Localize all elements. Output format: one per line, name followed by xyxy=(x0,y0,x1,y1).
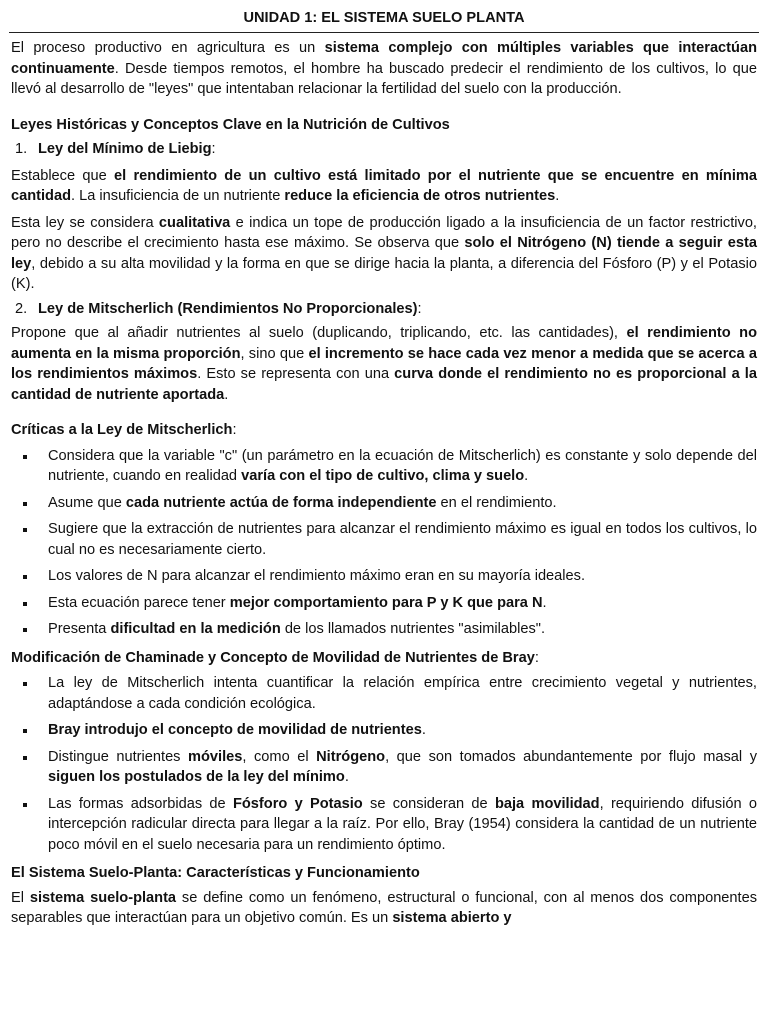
text-run: . xyxy=(555,188,560,204)
criticas-list-item xyxy=(11,493,757,514)
text-run: se define como un fenómeno, estructural o funcional, con al menos dos componentes separables que interactúan para un objetivo común. Es un xyxy=(11,889,758,926)
mitscherlich-paragraph xyxy=(11,323,757,405)
criticas-list-item xyxy=(11,566,757,587)
text-run: , debido a su alta movilidad y la forma en que se dirige hacia la planta, a diferencia del Fósforo (P) y el Potasio (K). xyxy=(11,255,757,292)
criticas-heading-text: Críticas a la Ley de Mitscherlich xyxy=(11,422,233,438)
mitscherlich-heading-list xyxy=(11,299,757,320)
mitscherlich-heading xyxy=(11,299,757,320)
bray-list-item xyxy=(11,673,757,714)
text-run: Sugiere que la extracción de nutrientes para alcanzar el rendimiento máximo es igual en todos los cultivos, lo cual no es necesariamente cierto. xyxy=(48,521,757,558)
text-run: en el rendimiento. xyxy=(436,494,557,511)
text-run: La ley de Mitscherlich intenta cuantificar la relación empírica entre crecimiento vegetal y nutrientes, adaptándose a cada condición ecológica. xyxy=(48,675,757,712)
bray-list-item xyxy=(11,747,757,788)
bold-text-run: varía con el tipo de cultivo, clima y suelo xyxy=(241,468,525,484)
bold-text-run: cualitativa xyxy=(158,214,231,231)
mitscherlich-heading-text: Ley de Mitscherlich (Rendimientos No Proporcionales) xyxy=(38,300,418,317)
text-run: Los valores de N para alcanzar el rendimiento máximo eran en su mayoría ideales. xyxy=(48,568,585,584)
criticas-list-item xyxy=(11,619,757,640)
liebig-heading-text: Ley del Mínimo de Liebig xyxy=(38,141,212,157)
text-run: de los llamados nutrientes "asimilables". xyxy=(280,621,546,637)
sistema-heading: El Sistema Suelo-Planta: Características y Funcionamiento xyxy=(11,865,420,881)
intro-paragraph xyxy=(11,38,757,100)
text-run: . xyxy=(542,594,547,611)
text-run: Establece que xyxy=(11,167,115,184)
text-run: . xyxy=(344,769,349,785)
liebig-number: 1. xyxy=(15,141,28,157)
bold-text-run: móviles xyxy=(188,748,243,765)
text-run: . xyxy=(421,722,426,738)
bold-text-run: siguen los postulados de la ley del mínimo xyxy=(48,769,345,785)
bray-heading-text: Modificación de Chaminade y Concepto de Movilidad de Nutrientes de Bray xyxy=(11,649,535,666)
bray-list xyxy=(11,673,757,855)
mitscherlich-heading-colon: : xyxy=(417,300,422,317)
text-run: . Esto se representa con una xyxy=(197,366,395,382)
bold-text-run: dificultad en la medición xyxy=(110,621,281,637)
text-run: . La insuficiencia de un nutriente xyxy=(71,188,285,204)
bold-text-run: sistema complejo con múltiples variables que interactúan continuamente xyxy=(11,40,757,77)
text-run: . Desde tiempos remotos, el hombre ha buscado predecir el rendimiento de los cultivos, lo que llevó al desarrollo de "leyes" que intentaban relacionar la fertilidad del suelo con la producción. xyxy=(11,60,757,97)
mitscherlich-number: 2. xyxy=(15,300,28,317)
bray-heading-colon: : xyxy=(534,649,539,666)
sistema-paragraph xyxy=(11,888,757,929)
liebig-heading-colon: : xyxy=(211,141,216,157)
bold-text-run: solo el Nitrógeno (N) tiende a seguir esta ley xyxy=(11,235,757,272)
text-run: , requiriendo difusión o intercepción radicular directa para llegar a la raíz. Por ello, Bray (1954) considera la cantidad de un nutriente poco móvil en el suelo necesaria para un rendimiento óptimo. xyxy=(48,795,757,853)
text-run: , sino que xyxy=(240,345,309,362)
bold-text-run: Fósforo y Potasio xyxy=(232,795,363,812)
criticas-heading-colon: : xyxy=(232,422,237,438)
liebig-heading xyxy=(11,139,757,160)
liebig-heading-list xyxy=(11,139,757,160)
bold-text-run: el rendimiento no aumenta en la misma proporción xyxy=(11,325,758,362)
text-run: Esta ley se considera xyxy=(11,214,159,231)
text-run: Presenta xyxy=(48,621,111,637)
document-title: UNIDAD 1: EL SISTEMA SUELO PLANTA xyxy=(9,8,759,33)
criticas-list-item xyxy=(11,519,757,560)
text-run: e indica un tope de producción ligado a la insuficiencia de un factor restrictivo, pero no describe el crecimiento hasta ese máximo. Se observa que xyxy=(11,214,757,251)
liebig-paragraph-2 xyxy=(11,213,757,295)
text-run: , como el xyxy=(242,748,317,765)
bray-heading xyxy=(11,648,757,669)
bold-text-run: sistema suelo-planta xyxy=(29,889,177,906)
text-run: Asume que xyxy=(48,494,126,511)
criticas-list xyxy=(11,446,757,640)
bold-text-run: reduce la eficiencia de otros nutrientes xyxy=(284,188,556,204)
text-run: El proceso productivo en agricultura es un xyxy=(11,40,325,56)
bray-list-item xyxy=(11,720,757,741)
text-run: Distingue nutrientes xyxy=(48,748,189,765)
bold-text-run: el rendimiento de un cultivo está limitado por el nutriente que se encuentre en mínima cantidad xyxy=(11,167,757,204)
criticas-list-item xyxy=(11,446,757,487)
bold-text-run: el incremento se hace cada vez menor a medida que se acerca a los rendimientos máximos xyxy=(11,345,757,382)
bold-text-run: cada nutriente actúa de forma independiente xyxy=(125,494,437,511)
bold-text-run: Nitrógeno xyxy=(316,748,386,765)
bold-text-run: sistema abierto y xyxy=(392,910,512,926)
bray-list-item xyxy=(11,794,757,856)
criticas-heading xyxy=(11,420,757,441)
text-run: . xyxy=(524,468,529,484)
text-run: Propone que al añadir nutrientes al suelo (duplicando, triplicando, etc. las cantidades), xyxy=(11,325,627,341)
text-run: se consideran de xyxy=(362,795,495,812)
text-run: Las formas adsorbidas de xyxy=(48,795,233,812)
text-run: Esta ecuación parece tener xyxy=(48,594,230,611)
section-heading-laws: Leyes Históricas y Conceptos Clave en la Nutrición de Cultivos xyxy=(11,116,450,133)
bold-text-run: Bray introdujo el concepto de movilidad de nutrientes xyxy=(48,722,422,738)
bold-text-run: mejor comportamiento para P y K que para N xyxy=(229,594,543,611)
text-run: El xyxy=(11,889,30,906)
bold-text-run: baja movilidad xyxy=(494,795,600,812)
bold-text-run: curva donde el rendimiento no es proporcional a la cantidad de nutriente aportada xyxy=(11,366,757,403)
liebig-paragraph-1 xyxy=(11,166,757,207)
text-run: . xyxy=(224,386,229,403)
criticas-list-item xyxy=(11,593,757,614)
text-run: , que son tomados abundantemente por flujo masal y xyxy=(385,748,757,765)
text-run: Considera que la variable "c" (un parámetro en la ecuación de Mitscherlich) es constante y solo depende del nutriente, cuando en realidad xyxy=(48,447,757,484)
